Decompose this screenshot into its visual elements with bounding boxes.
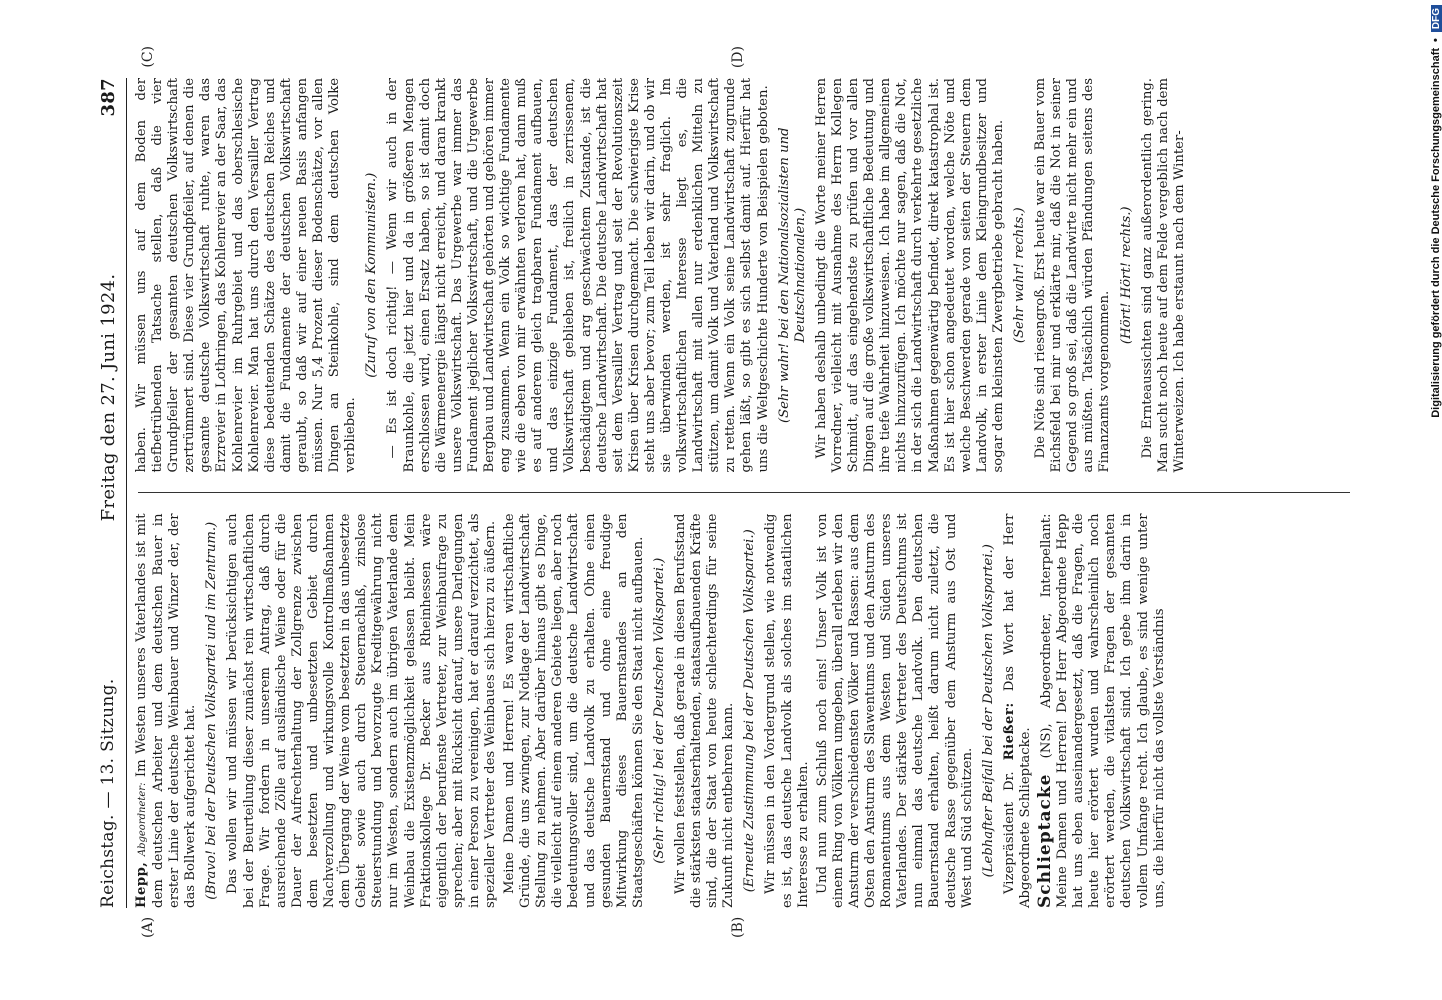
right-column <box>134 78 1350 473</box>
paragraph-text: Das Wort hat der Herr Abgeordnete Schlieptacke. <box>1001 513 1033 908</box>
paragraph: Meine Damen und Herren! Es waren wirtschaftliche Gründe, die uns zwingen, zur Notlage der Landwirtschaft Stellung zu nehmen. Aber darüber hinaus gibt es Dinge, die vielleicht auf einem anderen Gebiete liegen, aber noch bedeutungsvoller sind, um die deutsche Landwirtschaft und das deutsche Landvolk zu erhalten. Ohne einen gesunden Bauernstand und ohne eine freudige Mitwirkung dieses Bauernstandes an den Staatsgeschäften können Sie den Staat nicht aufbauen. <box>502 513 646 908</box>
margin-marker-d: (D) <box>730 46 746 69</box>
paragraph <box>134 514 199 909</box>
presiding-title: Vizepräsident Dr. <box>1001 771 1017 894</box>
interjection: (Bravo! bei der Deutschen Volkspartei und im Zentrum.) <box>204 521 220 900</box>
margin-marker-a: (A) <box>140 916 156 938</box>
speaker-name: Schlieptacke <box>1034 773 1055 908</box>
paragraph <box>1002 514 1034 909</box>
paragraph: haben. Wir müssen uns auf dem Boden der tiefbetrübenden Tatsache stellen, daß die vier Grundpfeiler der gesamten deutschen Volkswirtschaft zertrümmert sind. Diese vier Grundpfeiler, auf denen die gesamte deutsche Volkswirtschaft ruhte, waren das Erzrevier in Lothringen, das Kohlenrevier an der Saar, das Kohlenrevier im Ruhrgebiet und das oberschlesische Kohlenrevier. Man hat uns durch den Versailler Vertrag diese bedeutenden Schätze des deutschen Reiches und damit die Fundamente der deutschen Volkswirtschaft geraubt, so daß wir auf einer neuen Basis anfangen müssen. Nur 5,4 Prozent dieser Bodenschätze, vor allen Dingen an Steinkohle, sind dem deutschen Volke verblieben. <box>134 78 359 473</box>
interjection: (Hört! Hört! rechts.) <box>1118 206 1134 345</box>
interjection: (Erneute Zustimmung bei der Deutschen Volkspartei.) <box>742 529 758 893</box>
paragraph-text: Im Westen unseres Vaterlandes ist mit dem deutschen Arbeiter und dem deutschen Bauer in erster Linie der deutsche Weinbauer und Winzer der, der das Bollwerk aufgerichtet hat. <box>134 513 199 908</box>
paragraph: Wir müssen in den Vordergrund stellen, wie notwendig es ist, das deutsche Landvolk als solches im staatlichen Interesse zu erhalten. <box>763 513 811 908</box>
paragraph-text: Meine Damen und Herren! Der Herr Abgeordnete Hepp hat uns eben auseinandergesetzt, daß die Fragen, die heute hier erörtert wurden und wahrscheinlich noch erörtert werden, die vitalsten Fragen der gesamten deutschen Volkswirtschaft sind. Ich gebe ihm darin in vollem Umfange recht. Ich glaube, es sind wenige unter uns, die hierfür nicht das vollste Verständnis <box>1055 513 1167 908</box>
text-columns <box>134 78 1350 908</box>
speaker-role: (NS), Abgeordneter, Interpellant: <box>1038 513 1054 759</box>
column-rule <box>138 493 1350 494</box>
dfg-logo: DFG <box>1431 5 1442 32</box>
speaker-role: Abgeordneter: <box>137 782 148 857</box>
margin-marker-c: (C) <box>140 46 156 68</box>
presiding-name: Rießer: <box>1001 702 1017 761</box>
interjection: (Zuruf von den Kommunisten.) <box>364 172 380 378</box>
credit-separator: • <box>1430 38 1442 42</box>
paragraph: Das wollen wir und müssen wir berücksichtigen auch bei der Beurteilung dieser zunächst rein wirtschaftlichen Frage. Wir fordern in unserem Antrag, daß durch ausreichende Zölle auf ausländische Weine oder für die Dauer der Aufrechterhaltung der Zollgrenze zwischen dem besetzten und unbesetzten Gebiet durch Nachverzollung und wirkungsvolle Kontrollmaßnahmen dem Übergang der Weine vom besetzten in das unbesetzte Gebiet sowie auch durch Steuernachlaß, zinslose Steuerstundung und bevorzugte Kreditgewährung nicht nur im Westen, sondern auch im übrigen Vaterlande dem Weinbau die Existenzmöglichkeit gelassen bleibt. Mein Fraktionskollege Dr. Becker aus Rheinhessen wäre eigentlich der berufenste Vertreter, zur Weinbaufrage zu sprechen; aber mit Rücksicht darauf, unsere Darlegungen in einer Person zu vereinigen, hat er darauf verzichtet, als spezieller Vertreter des Weinbaues sich hierzu zu äußern. <box>225 513 498 908</box>
paragraph: Die Nöte sind riesengroß. Erst heute war ein Bauer vom Eichsfeld bei mir und erklärte mir, daß die Not in seiner Gegend so groß sei, daß die Landwirte nicht mehr ein und aus müßten. Tatsächlich würden Pfändungen seitens des Finanzamts vorgenommen. <box>1033 78 1113 473</box>
page-number: 387 <box>97 78 119 117</box>
interjection: (Sehr richtig! bei der Deutschen Volkspartei.) <box>651 557 667 864</box>
left-column <box>134 514 1350 909</box>
paragraph <box>1034 513 1168 909</box>
digitization-credit <box>1410 0 1442 1000</box>
paragraph: — Es ist doch richtig! — Wenn wir auch in der Braunkohle, die jetzt hier und da in größeren Mengen erschlossen wird, einen Ersatz haben, so ist damit doch die Wärmeenergie längst nicht erreicht, und daran krankt unsere Volkswirtschaft. Das Urgewerbe war immer das Fundament jeglicher Volkswirtschaft, und die Urgewerbe Bergbau und Landwirtschaft gehörten und gehören immer eng zusammen. Wenn ein Volk so wichtige Fundamente wie die eben von mir erwähnten verloren hat, dann muß es auf anderem gleich tragbaren Fundament aufbauen, und das einzige Fundament, das der deutschen Volkswirtschaft geblieben ist, freilich in zerrissenem, beschädigtem und arg geschwächtem Zustande, ist die deutsche Landwirtschaft. Die deutsche Landwirtschaft hat seit dem Versailler Vertrag und seit der Revolutionszeit Krisen über Krisen durchgemacht. Die schwierigste Krise steht uns aber bevor; zum Teil leben wir darin, und ob wir sie überwinden werden, ist sehr fraglich. Im volkswirtschaftlichen Interesse liegt es, die Landwirtschaft mit allen nur erdenklichen Mitteln zu stützen, um damit Volk und Vaterland und Volkswirtschaft zu retten. Wenn ein Volk seine Landwirtschaft zugrunde gehen läßt, so gibt es sich selbst damit auf. Hierfür hat uns die Weltgeschichte Hunderte von Beispielen geboten. <box>385 78 771 473</box>
paragraph: Wir haben deshalb unbedingt die Worte meiner Herren Vorredner, vielleicht mit Ausnahme des Herrn Kollegen Schmidt, auf das eingehendste zu prüfen und vor allen Dingen auf die große volkswirtschaftliche Bedeutung und ihre tiefe Wahrheit hinzuweisen. Ich habe im allgemeinen nichts hinzuzufügen. Ich möchte nur sagen, daß die Not, in der sich die Landwirtschaft durch verkehrte gesetzliche Maßnahmen gegenwärtig befindet, direkt katastrophal ist. Es ist hier schon angedeutet worden, welche Nöte und welche Beschwerden gerade von seiten der Steuern dem Landvolk, in erster Linie dem Kleingrundbesitzer und sogar dem kleinsten Zwergbetriebe gebracht haben. <box>813 78 1006 473</box>
speaker-name: Hepp, <box>134 861 149 908</box>
margin-marker-b: (B) <box>730 916 746 938</box>
interjection: (Sehr wahr! bei den Nationalsozialisten und Deutschnationalen.) <box>776 127 808 424</box>
interjection: (Lebhafter Beifall bei der Deutschen Volkspartei.) <box>980 544 996 878</box>
page-sheet <box>90 46 1350 938</box>
paragraph: Die Ernteaussichten sind ganz außerordentlich gering. Man sucht noch heute auf dem Felde vergeblich nach dem Winterweizen. Ich habe erstaunt nach dem Winter- <box>1139 78 1187 473</box>
interjection: (Sehr wahr! rechts.) <box>1011 207 1027 344</box>
running-head-date: Freitag den 27. Juni 1924. <box>97 273 119 522</box>
paragraph: Und nun zum Schluß noch eins! Unser Volk ist von einem Ring von Völkern umgeben, überall erleben wir den Ansturm der verschiedensten Völker und Rassen: aus dem Osten den Ansturm des Slawentums und den Ansturm des Romanentums aus dem Westen und Süden unseres Vaterlandes. Der stärkste Vertreter des Deutschtums ist nun einmal das deutsche Landvolk. Den deutschen Bauernstand erhalten, heißt darum nicht zuletzt, die deutsche Rasse gegenüber dem Ansturm aus Ost und West und Süd schützen. <box>814 513 975 908</box>
running-head <box>90 78 127 908</box>
credit-text: Digitalisierung gefördert durch die Deutsche Forschungsgemeinschaft <box>1430 47 1442 418</box>
paragraph: Wir wollen feststellen, daß gerade in diesen Berufsstand die stärksten staatserhaltenden, staatsaufbauenden Kräfte sind, die der Staat von heute schlechterdings für seine Zukunft nicht entbehren kann. <box>673 513 737 908</box>
running-head-left: Reichstag. — 13. Sitzung. <box>98 678 118 908</box>
